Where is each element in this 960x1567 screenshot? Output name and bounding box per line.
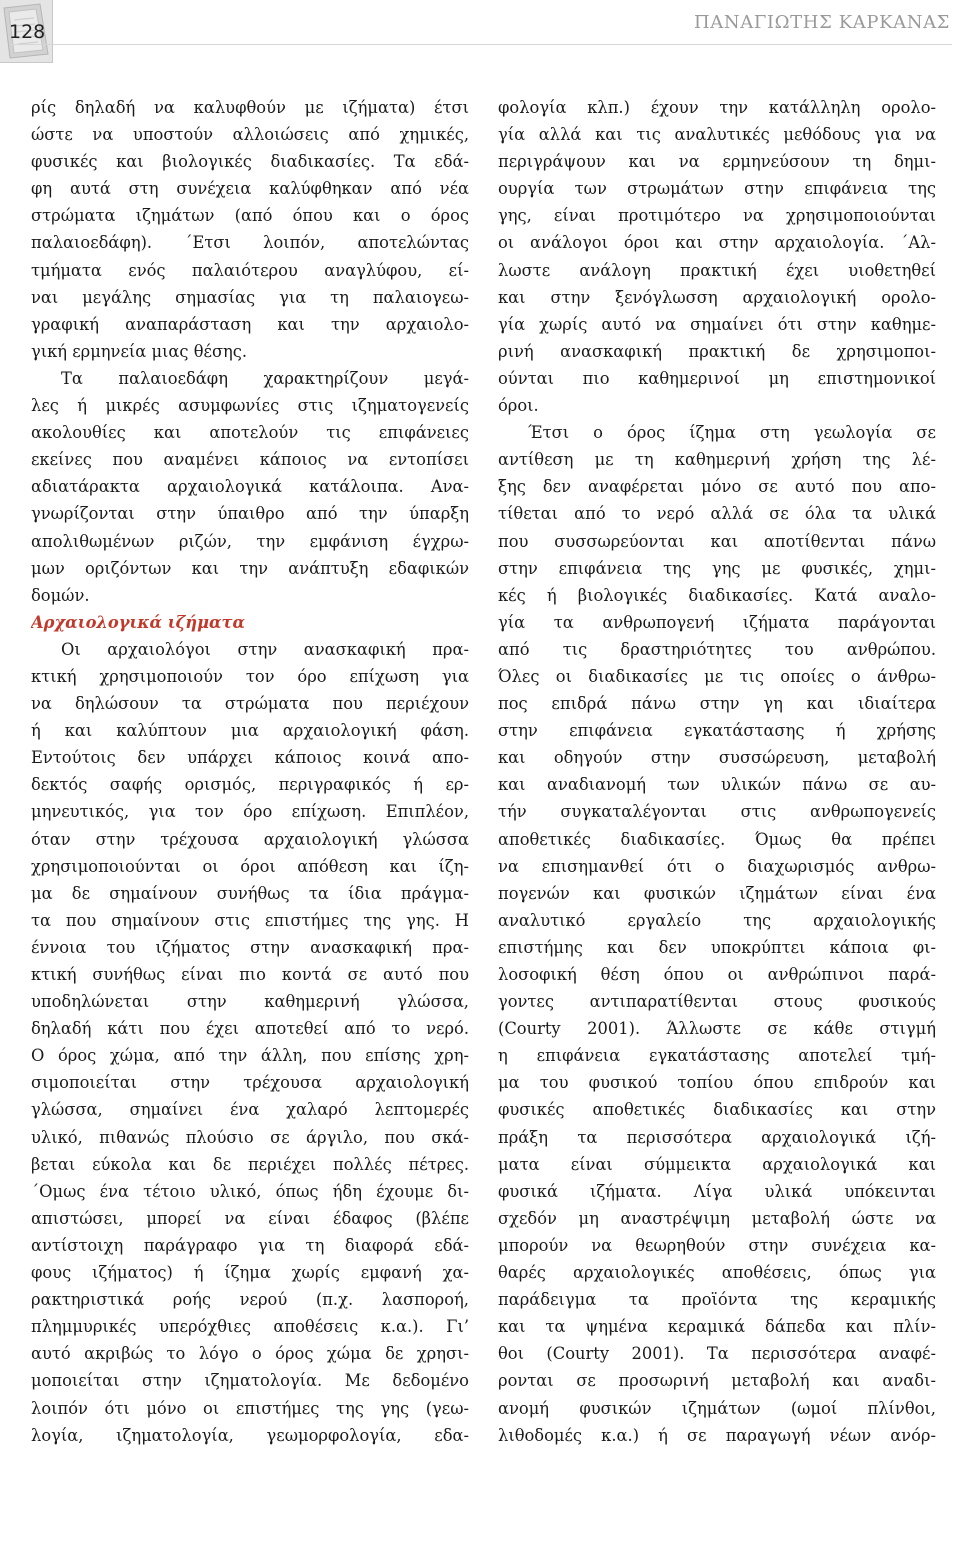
text-line: λιθοδομές κ.α.) ή σε παραγωγή νέων ανόρ- bbox=[498, 1425, 936, 1445]
text-line: ή και καλύπτουν μια αρχαιολογική φάση. bbox=[31, 721, 469, 741]
left-column bbox=[31, 94, 469, 1449]
text-line: περιγράψουν και να ερμηνεύσουν τη δημι- bbox=[498, 152, 936, 172]
text-line: Εντούτοις δεν υπάρχει κάποιος κοινά απο- bbox=[31, 748, 469, 768]
text-line: (Courty 2001). Άλλωστε σε κάθε στιγμή bbox=[498, 1019, 936, 1039]
text-line: αδιατάρακτα αρχαιολογικά κατάλοιπα. Ανα- bbox=[31, 477, 469, 497]
text-line: φολογία κλπ.) έχουν την κατάλληλη ορολο- bbox=[498, 98, 936, 117]
text-line: και στην ξενόγλωσση αρχαιολογική ορολο- bbox=[498, 287, 936, 307]
text-line: γία αλλά και τις αναλυτικές μεθόδους για να bbox=[498, 125, 936, 145]
text-line: πράξη τα περισσότερα αρχαιολογικά ιζή- bbox=[498, 1127, 936, 1147]
text-line: χρησιμοποιούνται οι όροι απόθεση και ίζη- bbox=[31, 856, 469, 876]
text-line: ανομή φυσικών ιζημάτων (ωμοί πλίνθοι, bbox=[498, 1398, 936, 1418]
text-line: ακολουθίες και αποτελούν τις επιφάνειες bbox=[31, 423, 469, 443]
text-line: μοποιείται στην ιζηματολογία. Με δεδομένο bbox=[31, 1371, 469, 1391]
text-line: ούνται πιο καθημερινοί μη επιστημονικοί bbox=[498, 368, 936, 388]
text-line: όροι. bbox=[498, 396, 539, 416]
section-heading: Αρχαιολογικά ιζήματα bbox=[31, 612, 246, 632]
text-line: από τις δραστηριότητες του ανθρώπου. bbox=[498, 639, 936, 659]
text-line: στην επιφάνεια της γης με φυσικές, χημι- bbox=[498, 558, 936, 578]
text-line: μα του φυσικού τοπίου όπου επιδρούν και bbox=[498, 1073, 936, 1093]
text-line: εκείνες που αναμένει κάποιος να εντοπίσει bbox=[31, 450, 469, 470]
text-line: γλώσσα, σημαίνει ένα χαλαρό λεπτομερές bbox=[31, 1100, 469, 1120]
text-line: μπορούν να θεωρηθούν στην συνέχεια κα- bbox=[498, 1235, 936, 1255]
text-line: λοσοφική θέση όπου οι ανθρώπινοι παρά- bbox=[498, 965, 936, 984]
text-line: μηνευτικός, για τον όρο επίχωση. Επιπλέον, bbox=[31, 802, 469, 822]
text-line: να επισημανθεί ότι ο διαχωρισμός ανθρω- bbox=[498, 856, 936, 876]
text-line: και τα ψημένα κεραμικά δάπεδα και πλίν- bbox=[498, 1317, 936, 1337]
text-line: και αναδιανομή των υλικών πάνω σε αυ- bbox=[498, 775, 936, 795]
text-line: αναλυτικό εργαλείο της αρχαιολογικής bbox=[498, 910, 936, 930]
text-line: στην επιφάνεια εγκατάστασης ή χρήσης bbox=[498, 721, 936, 741]
text-line: γης, είναι προτιμότερο να χρησιμοποιούνται bbox=[498, 206, 936, 226]
text-line: ματα είναι σύμμεικτα αρχαιολογικά και bbox=[498, 1154, 936, 1174]
text-line: φυσικές αποθετικές διαδικασίες και στην bbox=[498, 1100, 936, 1120]
text-line: αποθετικές διαδικασίες. Όμως θα πρέπει bbox=[498, 829, 936, 849]
text-line: που συσσωρεύονται και αποτίθενται πάνω bbox=[498, 531, 936, 551]
text-line: τίθεται από το νερό αλλά σε όλα τα υλικά bbox=[498, 504, 936, 524]
text-line: ξης δεν αναφέρεται μόνο σε αυτό που απο- bbox=[498, 477, 936, 497]
text-line: γνωρίζονται στην ύπαιθρο από την ύπαρξη bbox=[31, 504, 469, 524]
text-line: Οι αρχαιολόγοι στην ανασκαφική πρα- bbox=[61, 639, 469, 659]
text-line: τήν συγκαταλέγονται στις ανθρωπογενείς bbox=[498, 802, 936, 822]
text-line: αντίθεση με τη καθημερινή χρήση της λέ- bbox=[498, 450, 936, 470]
text-line: κές ή βιολογικές διαδικασίες. Κατά αναλο- bbox=[498, 585, 936, 605]
text-line: φους ιζήματος) ή ίζημα χωρίς εμφανή χα- bbox=[31, 1263, 469, 1283]
text-line: αντίστοιχη παράγραφο για τη διαφορά εδά- bbox=[31, 1235, 469, 1255]
text-line: απιστώσει, μπορεί να είναι έδαφος (βλέπε bbox=[31, 1208, 469, 1228]
text-line: η επιφάνεια εγκατάστασης αποτελεί τμή- bbox=[498, 1046, 936, 1066]
text-line: ρίς δηλαδή να καλυφθούν με ιζήματα) έτσι bbox=[31, 98, 469, 117]
text-line: τα που σημαίνουν στις επιστήμες της γης. Η bbox=[31, 910, 469, 930]
text-line: ρινή ανασκαφική πρακτική δε χρησιμοποι- bbox=[498, 341, 936, 361]
page-number: 128 bbox=[9, 21, 46, 43]
text-line: λογία, ιζηματολογία, γεωμορφολογία, εδα- bbox=[31, 1425, 469, 1445]
text-line: ουργία των στρωμάτων στην επιφάνεια της bbox=[498, 179, 936, 199]
text-line: υποδηλώνεται στην καθημερινή γλώσσα, bbox=[31, 992, 469, 1012]
text-line: Ο όρος χώμα, από την άλλη, που επίσης χρη- bbox=[31, 1046, 469, 1066]
text-line: ρονται σε προσωρινή μεταβολή και αναδι- bbox=[498, 1371, 936, 1391]
text-line: Έτσι ο όρος ίζημα στη γεωλογία σε bbox=[528, 423, 936, 443]
text-line: στρώματα ιζημάτων (από όπου και ο όρος bbox=[31, 206, 469, 226]
text-line: θοι (Courty 2001). Τα περισσότερα αναφέ- bbox=[498, 1344, 936, 1364]
text-line: πογενών και φυσικών ιζημάτων είναι ένα bbox=[498, 883, 936, 903]
text-line: φη αυτά στη συνέχεια καλύφθηκαν από νέα bbox=[31, 179, 469, 199]
text-line: οι ανάλογοι όροι και στην αρχαιολογία. ΄Αλ- bbox=[498, 233, 936, 253]
text-line: Όλες οι διαδικασίες με τις οποίες ο άνθρω- bbox=[498, 666, 936, 686]
text-line: κτική συνήθως είναι πιο κοντά σε αυτό που bbox=[31, 965, 469, 984]
text-line: αυτό ακριβώς το λόγο ο όρος χώμα δε χρησι- bbox=[31, 1344, 469, 1364]
text-line: φυσικά ιζήματα. Λίγα υλικά υπόκεινται bbox=[498, 1181, 936, 1201]
text-line: όταν στην τρέχουσα αρχαιολογική γλώσσα bbox=[31, 829, 469, 849]
text-line: έννοια του ιζήματος στην ανασκαφική πρα- bbox=[31, 937, 469, 957]
text-line: γραφική αναπαράσταση και την αρχαιολο- bbox=[31, 314, 469, 334]
text-line: σχεδόν μη αναστρέψιμη μεταβολή ώστε να bbox=[498, 1208, 936, 1228]
text-line: γική ερμηνεία μιας θέσης. bbox=[31, 341, 248, 361]
text-line: παράδειγμα τα προϊόντα της κεραμικής bbox=[498, 1290, 936, 1310]
text-line: ΄Ομως ένα τέτοιο υλικό, όπως ήδη έχουμε δι- bbox=[31, 1181, 469, 1201]
text-line: επιστήμης και δεν υποκρύπτει κάποια φι- bbox=[498, 937, 936, 957]
text-line: λοιπόν ότι μόνο οι επιστήμες της γης (γεω- bbox=[31, 1398, 469, 1418]
text-line: τμήματα ενός παλαιότερου αναγλύφου, εί- bbox=[31, 260, 469, 280]
text-line: γία χωρίς αυτό να σημαίνει ότι στην καθημε- bbox=[498, 314, 936, 334]
text-line: βεται εύκολα και δε περιέχει πολλές πέτρες. bbox=[31, 1154, 469, 1174]
text-line: υλικό, πιθανώς πλούσιο σε άργιλο, που σκά- bbox=[31, 1127, 469, 1147]
text-line: κτική χρησιμοποιούν τον όρο επίχωση για bbox=[31, 666, 469, 686]
text-line: λες ή μικρές ασυμφωνίες στις ιζηματογενείς bbox=[31, 396, 469, 416]
text-line: απολιθωμένων ριζών, την εμφάνιση έγχρω- bbox=[31, 531, 469, 551]
text-line: να δηλώσουν τα στρώματα που περιέχουν bbox=[31, 694, 469, 714]
page-number-box bbox=[0, 0, 53, 63]
text-line: γοντες αντιπαρατίθενται στους φυσικούς bbox=[498, 992, 936, 1012]
text-line: ναι μεγάλης σημασίας για τη παλαιογεω- bbox=[31, 287, 469, 307]
text-line: παλαιοεδάφη). ΄Ετσι λοιπόν, αποτελώντας bbox=[31, 233, 469, 253]
text-line: ώστε να υποστούν αλλοιώσεις από χημικές, bbox=[31, 125, 469, 145]
text-line: μων οριζόντων και την ανάπτυξη εδαφικών bbox=[31, 558, 469, 578]
text-line: λωστε ανάλογη πρακτική έχει υιοθετηθεί bbox=[498, 260, 936, 280]
text-line: και οδηγούν στην συσσώρευση, μεταβολή bbox=[498, 748, 936, 768]
text-line: σιμοποιείται στην τρέχουσα αρχαιολογική bbox=[31, 1073, 469, 1093]
text-line: θαρές αρχαιολογικές αποθέσεις, όπως για bbox=[498, 1263, 936, 1283]
text-line: μα δε σημαίνουν συνήθως τα ίδια πράγμα- bbox=[31, 883, 469, 903]
running-head: ΠΑΝΑΓΙΩΤΗΣ ΚΑΡΚΑΝΑΣ bbox=[694, 12, 950, 33]
text-line: δηλαδή κάτι που έχει αποτεθεί από το νερό. bbox=[31, 1019, 469, 1039]
text-line: ρακτηριστικά ροής νερού (π.χ. λασπορoή, bbox=[31, 1290, 469, 1310]
header-divider bbox=[10, 44, 952, 45]
text-line: δομών. bbox=[31, 585, 90, 605]
text-line: πλημμυρικές υπερόχθιες αποθέσεις κ.α.). Γι’ bbox=[31, 1317, 469, 1337]
text-line: γία τα ανθρωπογενή ιζήματα παράγονται bbox=[498, 612, 936, 632]
text-line: δεκτός σαφής ορισμός, περιγραφικός ή ερ- bbox=[31, 775, 469, 795]
text-line: Τα παλαιοεδάφη χαρακτηρίζουν μεγά- bbox=[61, 368, 469, 388]
text-line: πος επιδρά πάνω στην γη και ιδιαίτερα bbox=[498, 694, 936, 714]
right-column bbox=[498, 94, 936, 1449]
text-line: φυσικές και βιολογικές διαδικασίες. Τα εδά- bbox=[31, 152, 469, 172]
